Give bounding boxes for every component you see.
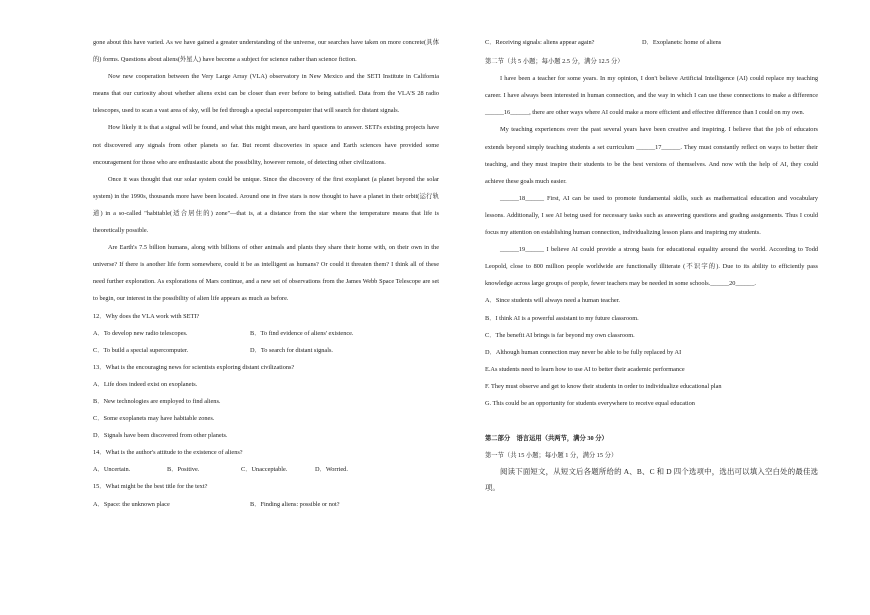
section-2-title: 第二节（共 5 小题；每小题 2.5 分，满分 12.5 分） bbox=[485, 58, 624, 66]
passage-paragraph-1-tail: gone about this have varied. As we have gained a greater understanding of the universe, our searches have taken on more concrete(具体的) forms. Questions about aliens(外星人) have become a subject for science rather than science fiction. bbox=[93, 39, 439, 64]
spacer bbox=[485, 412, 818, 430]
question-14-stem: 14．What is the author's attitude to the existence of aliens? bbox=[93, 449, 243, 457]
question-12-option-d: D．To search for distant signals. bbox=[250, 346, 333, 354]
question-13-option-a: A．Life does indeed exist on exoplanets. bbox=[93, 380, 198, 388]
passage-paragraph-3: How likely it is that a signal will be found, and what this might mean, are hard questions to answer. SETI's existing projects have not discovered any signals from other planets so far. But recent discoveries in space and Earth sciences have provided some encouragement for those who are enthusiastic about the possibility, however remote, of detecting other civilizations. bbox=[93, 124, 439, 166]
question-13-stem: 13．What is the encouraging news for scientists exploring distant civilizations? bbox=[93, 363, 295, 371]
question-13-option-d: D．Signals have been discovered from other planets. bbox=[93, 432, 228, 440]
question-15-option-b: B．Finding aliens: possible or not? bbox=[250, 500, 340, 508]
question-13-option-c: C．Some exoplanets may have habitable zones. bbox=[93, 415, 215, 423]
question-15-option-c: C．Receiving signals: aliens appear again? bbox=[485, 39, 595, 46]
choice-option-f: F. They must observe and get to know their students in order to individualize educational plan bbox=[485, 382, 722, 390]
question-14-option-a: A．Uncertain. bbox=[93, 466, 131, 474]
question-14-option-d: D．Worried. bbox=[315, 466, 348, 474]
question-15-option-a: A．Space: the unknown place bbox=[93, 500, 170, 508]
question-15-stem: 15．What might be the best title for the text? bbox=[93, 483, 208, 491]
part-2-instructions: 阅读下面短文，从短文后各题所给的 A、B、C 和 D 四个选项中，选出可以填入空白处的最佳选项。 bbox=[485, 467, 818, 493]
choice-option-e: E.As students need to learn how to use AI to better their academic performance bbox=[485, 365, 685, 373]
question-15-option-d: D．Exoplanets: home of aliens bbox=[642, 39, 722, 46]
part-2-title: 第二部分 语言运用（共两节，满分 30 分） bbox=[485, 435, 608, 443]
right-column bbox=[485, 34, 818, 496]
choice-option-d: D．Although human connection may never be able to be fully replaced by AI bbox=[485, 348, 682, 356]
passage-paragraph-5: Are Earth's 7.5 billion humans, along with billions of other animals and plants they share their home with, on their own in the universe? If there is another life form somewhere, could it be as intelligent as humans? Or could it threaten them? I think all of these need further exploration. As explorations of Mars continue, and a new set of observations from the James Webb Space Telescope are set to begin, our interest in the possibility of alien life appears as much as before. bbox=[93, 244, 439, 303]
choice-option-a: A．Since students will always need a human teacher. bbox=[485, 297, 620, 305]
question-14-options bbox=[93, 461, 439, 478]
question-15-options-cd bbox=[485, 34, 818, 51]
cloze-paragraph-4: ______19______ I believe AI could provide a strong basis for educational equality around the world. According to Todd Leopold, close to 800 million people worldwide are functionally illiterate (不识字的). Due to its ability to efficiently pass knowledge across large groups of people, fewer teachers may be needed in some schools.______20______. bbox=[485, 246, 818, 288]
passage-paragraph-2: Now new cooperation between the Very Large Array (VLA) observatory in New Mexico and the SETI Institute in California means that our curiosity about whether aliens exist can be closer than ever before to being satisfied. Data from the VLA'S 28 radio telescopes, used to scan a vast area of sky, will be fed through a special supercomputer that will search for distant signals. bbox=[93, 73, 439, 115]
left-column bbox=[93, 34, 439, 513]
question-14-option-c: C．Unacceptable. bbox=[241, 466, 288, 474]
choice-option-c: C．The benefit AI brings is far beyond my own classroom. bbox=[485, 331, 635, 339]
question-12-option-a: A．To develop new radio telescopes. bbox=[93, 329, 188, 337]
cloze-paragraph-2: My teaching experiences over the past several years have been creative and inspiring. I believe that the job of educators extends beyond simply teaching students a set curriculum ______17______. They must constantly reflect on ways to better their teaching, and they must inspire their students to be the best versions of themselves. And now with the help of AI, they could achieve these goals much easier. bbox=[485, 126, 818, 185]
passage-paragraph-4: Once it was thought that our solar system could be unique. Since the discovery of the first exoplanet (a planet beyond the solar system) in the 1990s, thousands more have been located. Around one in five stars is now thought to have a planet in their orbit(运行轨道) in a so-called "habitable(适合居住的) zone"—that is, at a distance from the star where the temperature means that life is theoretically possible. bbox=[93, 175, 439, 235]
question-12-option-c: C．To build a special supercomputer. bbox=[93, 346, 189, 354]
question-12-option-b: B．To find evidence of aliens' existence. bbox=[250, 329, 354, 337]
question-14-option-b: B．Positive. bbox=[167, 466, 200, 474]
question-12-options-cd bbox=[93, 342, 439, 359]
question-12-options-ab bbox=[93, 325, 439, 342]
question-12-stem: 12．Why does the VLA work with SETI? bbox=[93, 312, 200, 320]
part-2-section-1-title: 第一节（共 15 小题；每小题 1 分，满分 15 分） bbox=[485, 452, 618, 460]
question-15-options-ab bbox=[93, 496, 439, 513]
choice-option-g: G. This could be an opportunity for students everywhere to receive equal education bbox=[485, 399, 695, 407]
cloze-paragraph-1: I have been a teacher for some years. In my opinion, I don't believe Artificial Intelligence (AI) could replace my teaching career. I have always been interested in human connection, and the way in which I can use these connections to make a difference ______16______, there are other ways where AI could make a more efficient and effective difference than I could on my own. bbox=[485, 75, 818, 117]
cloze-paragraph-3: ______18______ First, AI can be used to promote fundamental skills, such as mathematical education and vocabulary lessons. Additionally, I see AI being used for necessary tasks such as answering questions and grading assignments. Thus I could focus my attention on establishing human connection, individualizing lesson plans and inspiring my students. bbox=[485, 194, 818, 237]
question-13-option-b: B．New technologies are employed to find aliens. bbox=[93, 397, 221, 405]
choice-option-b: B．I think AI is a powerful assistant to my future classroom. bbox=[485, 314, 639, 322]
